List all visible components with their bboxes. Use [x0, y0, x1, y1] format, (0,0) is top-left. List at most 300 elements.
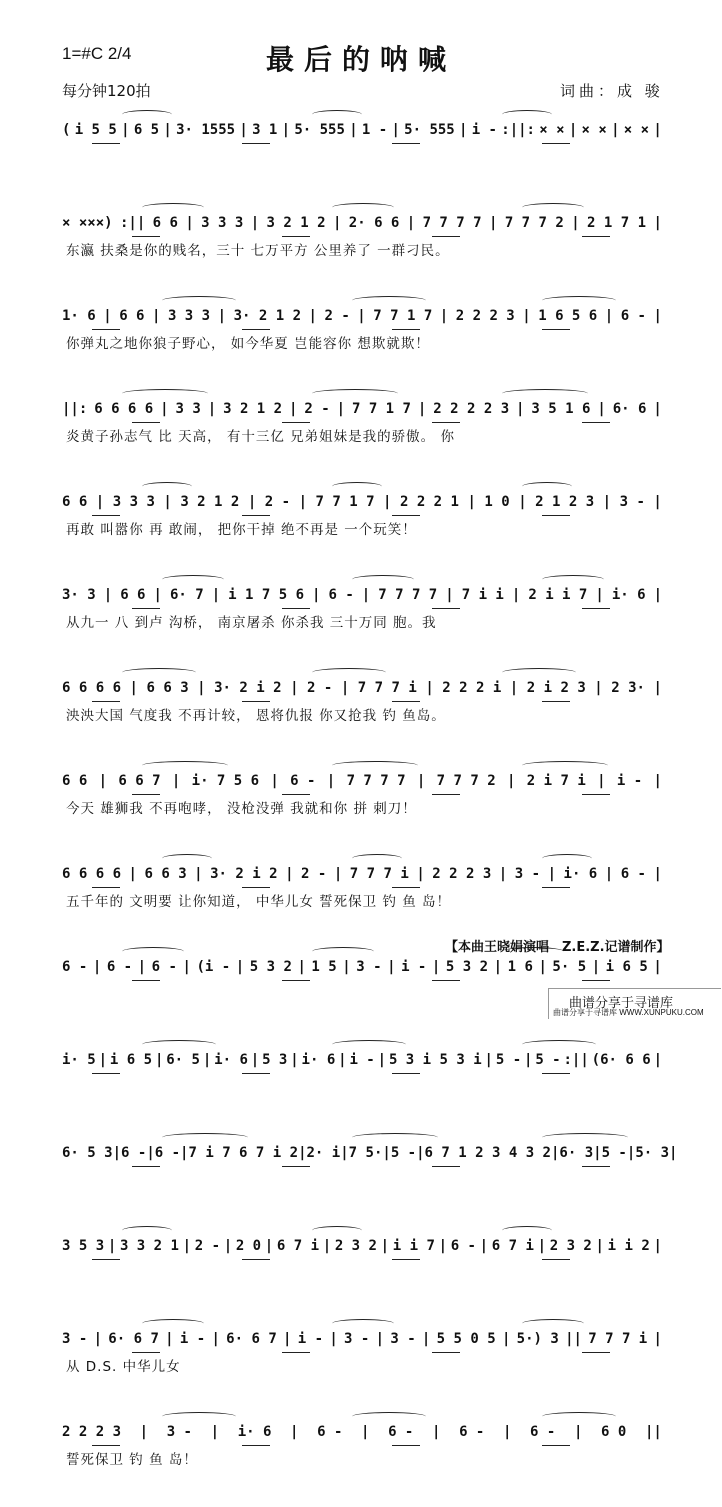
lyrics-line: 泱泱大国 气度我 不再计较， 恩将仇报 你又抢我 钓 鱼岛。: [66, 708, 446, 724]
lyrics-line: 誓死保卫 钓 鱼 岛！: [66, 1452, 198, 1468]
barline: |: [382, 1145, 391, 1161]
slur-mark: [162, 296, 236, 305]
slur-mark: [332, 482, 382, 491]
note-group: × ×: [581, 122, 607, 138]
barline: |: [264, 1238, 274, 1254]
score-system: [62, 391, 662, 484]
note-group: 6 -: [290, 773, 316, 789]
beam-line: [282, 980, 310, 981]
beam-line: [582, 794, 610, 795]
barline: |: [432, 1424, 441, 1440]
barline: |: [98, 1052, 108, 1068]
barline: |: [93, 1331, 103, 1347]
barline: |: [285, 866, 294, 882]
note-group: 2 3 2: [549, 1238, 592, 1254]
score-system: [62, 205, 662, 298]
note-group: 3· 2 i 2: [214, 680, 282, 696]
barline: |: [332, 215, 342, 231]
note-group: 5 3 2: [445, 959, 489, 975]
barline: |: [377, 1052, 387, 1068]
slur-mark: [312, 110, 362, 119]
note-group: 6 5: [133, 122, 160, 138]
note-group: 1 6 5 6: [538, 308, 598, 324]
beam-line: [542, 1259, 570, 1260]
barline: |: [653, 959, 662, 975]
note-group: 2 -: [301, 866, 327, 882]
beam-line: [242, 515, 270, 516]
note-group: 2 2 2 3: [432, 866, 492, 882]
note-group: 6 6 6 6: [62, 866, 122, 882]
beam-line: [282, 422, 310, 423]
slur-mark: [352, 575, 414, 584]
beam-line: [432, 1352, 460, 1353]
barline: |: [547, 866, 556, 882]
note-group: 7 7 7 i: [357, 680, 417, 696]
barline: |: [416, 1145, 425, 1161]
slur-mark: [142, 761, 228, 770]
note-group: i· 5: [62, 1052, 96, 1068]
barline: |: [326, 773, 336, 789]
note-group: i -: [401, 959, 427, 975]
barline: |: [322, 1238, 332, 1254]
beam-line: [282, 1166, 310, 1167]
note-group: 2 i 2 3: [526, 680, 586, 696]
note-group: 7 7 7 7: [346, 773, 406, 789]
barline: |: [653, 773, 662, 789]
barline: |: [501, 1331, 511, 1347]
beam-line: [582, 608, 610, 609]
barline: :||: [119, 215, 146, 231]
slur-mark: [522, 482, 572, 491]
slur-mark: [542, 854, 592, 863]
note-group: 1· 6: [62, 308, 96, 324]
notation-line: [62, 211, 662, 236]
score-system: [62, 1042, 662, 1135]
beam-line: [392, 143, 420, 144]
barline: |: [507, 773, 516, 789]
note-group: 2 -: [194, 1238, 221, 1254]
note-group: 7 7 1 7: [351, 401, 411, 417]
barline: |: [202, 1052, 212, 1068]
barline: |: [416, 773, 426, 789]
note-group: 2 2 2 3: [62, 1424, 122, 1440]
note-group: 6 6 3: [144, 866, 187, 882]
note-group: 3· 3: [62, 587, 96, 603]
note-group: 7 7 1 7: [373, 308, 433, 324]
barline: |: [103, 587, 113, 603]
barline: |: [417, 401, 427, 417]
barline: |: [595, 587, 604, 603]
notation-line: [62, 769, 662, 794]
barline: |: [387, 959, 396, 975]
note-group: 2 i 7 i: [526, 773, 586, 789]
note-group: 6· 6: [612, 401, 647, 417]
note-group: 7 7 7 2: [504, 215, 564, 231]
note-group: 1 0: [484, 494, 510, 510]
barline: |: [290, 680, 299, 696]
beam-line: [542, 143, 570, 144]
barline: |: [669, 1145, 678, 1161]
beam-line: [242, 143, 270, 144]
slur-mark: [542, 1133, 628, 1142]
song-title: 最后的呐喊: [265, 43, 456, 76]
slur-mark: [522, 203, 584, 212]
barline: |: [146, 1145, 155, 1161]
barline: |: [160, 401, 169, 417]
barline: |: [597, 401, 606, 417]
barline: |: [421, 1331, 431, 1347]
barline: ||: [565, 1331, 582, 1347]
slur-mark: [542, 296, 616, 305]
note-group: 5 -: [390, 1145, 417, 1161]
barline: |: [511, 587, 521, 603]
beam-line: [92, 701, 120, 702]
note-group: 6 6 7: [118, 773, 161, 789]
note-group: 6 -: [459, 1424, 485, 1440]
note-group: 6 -: [328, 587, 354, 603]
note-group: 2 3·: [611, 680, 645, 696]
note-group: i· 7 5 6: [191, 773, 260, 789]
barline: |: [593, 1145, 602, 1161]
site-url: 曲谱分享于寻谱库 WWW.XUNPUKU.COM: [553, 1008, 704, 1017]
barline: |: [653, 308, 662, 324]
note-group: 3 -: [356, 959, 382, 975]
beam-line: [242, 701, 270, 702]
score-system: [62, 1228, 662, 1321]
barline: |: [194, 866, 203, 882]
performer-credit: 【本曲王晓娟演唱 Z.E.Z.记谱制作】: [445, 940, 670, 955]
note-group: 2 3 2: [334, 1238, 377, 1254]
score-system: [62, 484, 662, 577]
beam-line: [132, 422, 160, 423]
barline: |: [211, 587, 221, 603]
note-group: 6 -: [154, 1145, 181, 1161]
beam-line: [582, 236, 610, 237]
note-group: 3 -: [62, 1331, 88, 1347]
composer-credit: 词曲：成 骏: [560, 82, 664, 100]
slur-mark: [332, 203, 394, 212]
slur-mark: [122, 389, 208, 398]
note-group: i i 7: [392, 1238, 435, 1254]
barline: |: [92, 959, 102, 975]
lyrics-line: 从九一 八 到卢 沟桥， 南京屠杀 你杀我 三十万同 胞。我: [66, 615, 437, 631]
slur-mark: [522, 761, 608, 770]
slur-mark: [122, 110, 172, 119]
barline: |: [250, 215, 260, 231]
barline: |: [597, 773, 606, 789]
note-group: 7 7 7 i: [349, 866, 409, 882]
note-group: 5 3 i 5 3 i: [388, 1052, 482, 1068]
note-group: 6 -: [62, 959, 88, 975]
slur-mark: [162, 1412, 236, 1421]
barline: |: [425, 680, 434, 696]
barline: |: [270, 773, 279, 789]
barline: |: [502, 1424, 512, 1440]
note-group: 6 -: [620, 866, 646, 882]
barline: |: [522, 308, 531, 324]
slur-mark: [542, 1412, 616, 1421]
barline: |: [121, 122, 130, 138]
note-group: 6 6 6 6: [94, 401, 154, 417]
barline: |: [653, 1052, 662, 1068]
note-group: i· 6: [301, 1052, 336, 1068]
slur-mark: [522, 1040, 596, 1049]
slur-mark: [502, 389, 588, 398]
beam-line: [132, 1352, 160, 1353]
beam-line: [432, 236, 460, 237]
barline: |: [217, 308, 227, 324]
barline: |: [340, 680, 350, 696]
slur-mark: [122, 668, 196, 677]
note-group: 3 -: [166, 1424, 192, 1440]
site-watermark: [548, 988, 721, 1019]
beam-line: [392, 1445, 420, 1446]
slur-mark: [502, 110, 552, 119]
note-group: 7 7 7 7: [378, 587, 438, 603]
notation-line: [62, 490, 662, 515]
note-group: 6 6: [62, 494, 88, 510]
barline: |: [509, 680, 519, 696]
barline: |: [626, 1145, 636, 1161]
beam-line: [132, 608, 160, 609]
barline: |: [445, 587, 454, 603]
note-group: 3 3 3: [167, 308, 211, 324]
beam-line: [542, 329, 570, 330]
barline: |: [653, 1331, 662, 1347]
slur-mark: [312, 1226, 362, 1235]
lyrics-line: [66, 1169, 658, 1189]
note-group: 2 -: [304, 401, 330, 417]
note-group: 3 5 3: [62, 1238, 105, 1254]
note-group: 2 0: [235, 1238, 262, 1254]
note-group: 2 -: [307, 680, 333, 696]
note-group: 3 -: [344, 1331, 370, 1347]
note-group: 6 6 6 6: [62, 680, 122, 696]
note-group: 6· 6 7: [226, 1331, 277, 1347]
slur-mark: [352, 1133, 438, 1142]
beam-line: [242, 329, 270, 330]
note-group: 5 -: [601, 1145, 627, 1161]
note-group: 6 6: [120, 587, 146, 603]
barline: |: [594, 680, 603, 696]
beam-line: [282, 1352, 310, 1353]
barline: |: [95, 494, 105, 510]
note-group: i 6 5: [109, 1052, 153, 1068]
note-group: 1 5: [311, 959, 337, 975]
barline: ||:: [62, 401, 88, 417]
barline: |: [493, 959, 503, 975]
note-group: 2· 6 6: [348, 215, 400, 231]
barline: |: [611, 122, 620, 138]
slur-mark: [332, 1040, 406, 1049]
lyrics-line: [66, 1076, 658, 1096]
barline: |: [107, 1238, 117, 1254]
barline: |: [416, 866, 425, 882]
lyrics-line: 从 D.S. 中华儿女: [66, 1359, 181, 1375]
score-system: [62, 1414, 662, 1507]
beam-line: [582, 422, 610, 423]
note-group: 6· 7: [169, 587, 204, 603]
beam-line: [92, 515, 120, 516]
notation-line: [62, 862, 662, 887]
barline: |: [653, 122, 662, 138]
note-group: 7 i i: [461, 587, 504, 603]
barline: |: [210, 1424, 220, 1440]
score-system: [62, 763, 662, 856]
slur-mark: [162, 854, 212, 863]
barline: |: [154, 1052, 164, 1068]
note-group: 6 7 i: [276, 1238, 320, 1254]
slur-mark: [522, 1319, 584, 1328]
slur-mark: [352, 1412, 426, 1421]
notation-line: [62, 955, 662, 980]
barline: |: [298, 494, 308, 510]
barline: |: [361, 1424, 370, 1440]
note-group: 3 -: [514, 866, 541, 882]
note-group: i 5 5: [74, 122, 117, 138]
beam-line: [92, 1445, 120, 1446]
barline: |: [602, 494, 612, 510]
note-group: 5· 3: [635, 1145, 670, 1161]
barline: |: [250, 1052, 260, 1068]
barline: |: [290, 1052, 299, 1068]
note-group: 5· 5: [552, 959, 587, 975]
beam-line: [542, 887, 570, 888]
note-group: 3· 2 1 2: [233, 308, 302, 324]
note-group: 2· i: [306, 1145, 341, 1161]
barline: |: [182, 959, 191, 975]
note-group: 2 i i 7: [528, 587, 588, 603]
note-group: 7 7 7 7: [422, 215, 482, 231]
barline: |: [406, 215, 416, 231]
barline: |: [568, 122, 578, 138]
note-group: (i -: [196, 959, 231, 975]
note-group: i -: [179, 1331, 206, 1347]
note-group: 1 -: [361, 122, 388, 138]
notation-line: [62, 583, 662, 608]
barline: |: [375, 1331, 385, 1347]
note-group: 2 2 2 1: [399, 494, 459, 510]
barline: |: [171, 773, 181, 789]
barline: |: [361, 587, 371, 603]
barline: |: [653, 494, 662, 510]
barline: |: [152, 308, 161, 324]
lyrics-line: [66, 1262, 658, 1282]
beam-line: [542, 701, 570, 702]
note-group: 2 -: [324, 308, 350, 324]
note-group: i· 6: [563, 866, 598, 882]
barline: ||: [644, 1424, 662, 1440]
notation-line: [62, 118, 662, 143]
note-group: 3 -: [619, 494, 645, 510]
slur-mark: [502, 668, 576, 677]
note-group: i -: [349, 1052, 375, 1068]
note-group: 6 6: [152, 215, 178, 231]
barline: |: [333, 866, 343, 882]
lyrics-line: 再敢 叫嚣你 再 敢闹， 把你干掉 绝不再是 一个玩笑！: [66, 522, 417, 538]
beam-line: [242, 1073, 270, 1074]
barline: |: [383, 494, 392, 510]
beam-line: [392, 1073, 420, 1074]
beam-line: [392, 887, 420, 888]
slur-mark: [352, 296, 426, 305]
barline: |: [604, 866, 614, 882]
slur-mark: [312, 947, 374, 956]
note-group: 2 1 2 3: [535, 494, 595, 510]
note-group: i i 2: [607, 1238, 650, 1254]
note-group: 3 -: [390, 1331, 416, 1347]
notation-line: [62, 1327, 662, 1352]
lyrics-line: 东瀛 扶桑是你的贱名，三十 七万平方 公里养了 一群刁民。: [66, 243, 450, 259]
slur-mark: [332, 1319, 394, 1328]
note-group: 5 5 0 5: [436, 1331, 496, 1347]
beam-line: [92, 143, 120, 144]
beam-line: [282, 794, 310, 795]
beam-line: [92, 1259, 120, 1260]
barline: |: [239, 122, 248, 138]
slur-mark: [142, 482, 192, 491]
note-group: 3 2 1 2: [223, 401, 283, 417]
barline: |: [283, 1331, 292, 1347]
barline: |: [180, 1145, 189, 1161]
note-group: × ×: [623, 122, 650, 138]
note-group: 5·) 3: [516, 1331, 559, 1347]
note-group: 6· 5 3: [62, 1145, 113, 1161]
slur-mark: [332, 761, 418, 770]
note-group: 3 3 3: [201, 215, 244, 231]
note-group: 6 -: [121, 1145, 147, 1161]
beam-line: [582, 1166, 610, 1167]
note-group: 7 7 1 7: [315, 494, 375, 510]
barline: |: [185, 215, 194, 231]
note-group: 6 -: [106, 959, 133, 975]
beam-line: [92, 329, 120, 330]
slur-mark: [352, 854, 402, 863]
note-group: 7 7 7 2: [436, 773, 496, 789]
note-group: 3 3 2 1: [119, 1238, 179, 1254]
barline: |: [182, 1238, 192, 1254]
barline: |: [211, 1331, 220, 1347]
barline: |: [391, 122, 400, 138]
barline: |: [297, 959, 306, 975]
barline: |: [467, 494, 476, 510]
notation-line: [62, 397, 662, 422]
barline: |: [573, 1424, 583, 1440]
barline: |: [103, 308, 112, 324]
note-group: 2 2 2 3: [455, 308, 515, 324]
beam-line: [132, 236, 160, 237]
barline: |: [516, 401, 525, 417]
barline: |: [281, 122, 291, 138]
score-system: [62, 1135, 678, 1228]
note-group: 6 -: [388, 1424, 414, 1440]
barline: |: [653, 680, 662, 696]
note-group: 3· 2 i 2: [210, 866, 278, 882]
barline: |: [290, 1424, 299, 1440]
beam-line: [242, 1259, 270, 1260]
barline: |: [336, 401, 346, 417]
beam-line: [582, 980, 610, 981]
notation-line: [62, 676, 662, 701]
note-group: 3 2 1 2: [180, 494, 240, 510]
score-system: [62, 298, 662, 391]
note-group: 3 2 1 2: [266, 215, 326, 231]
barline: |: [329, 1331, 338, 1347]
note-group: 1 6: [507, 959, 533, 975]
score-system: [62, 1321, 662, 1414]
barline: |: [298, 1145, 307, 1161]
barline: |: [591, 959, 601, 975]
